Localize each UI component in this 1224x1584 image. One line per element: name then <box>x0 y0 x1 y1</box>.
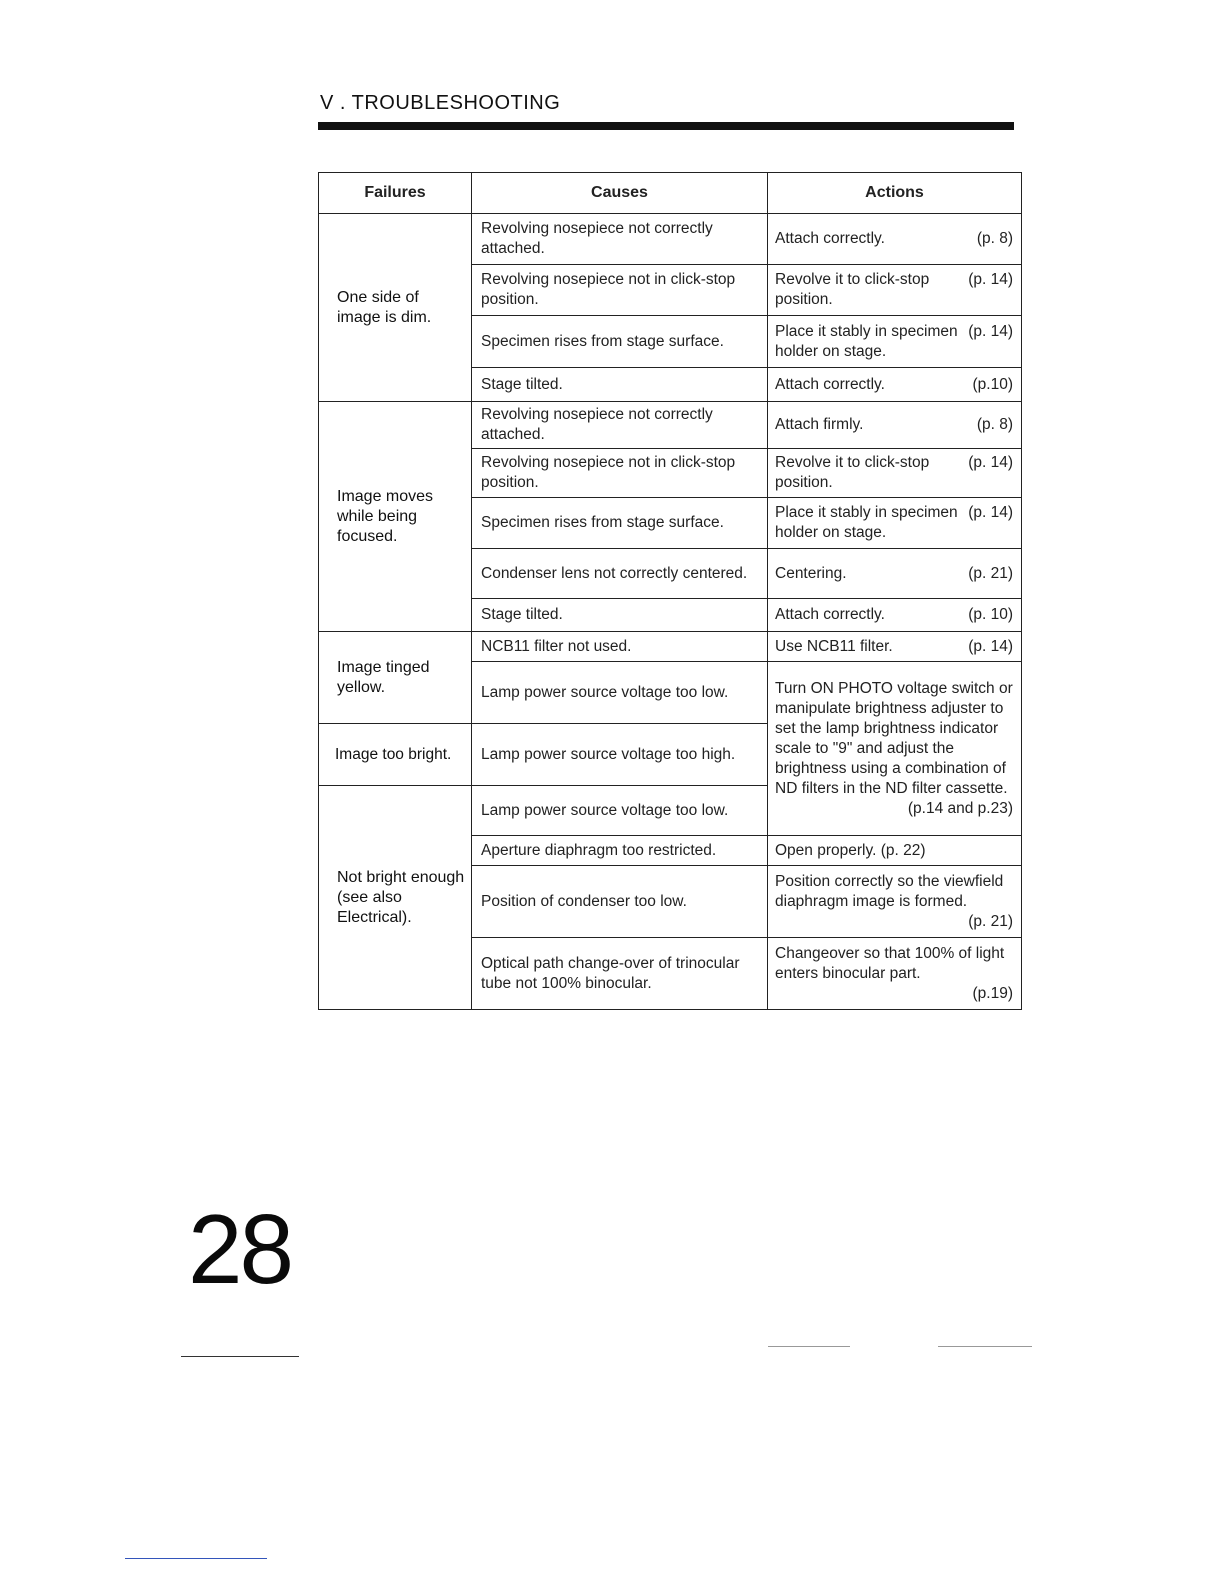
cause-cell: Revolving nosepiece not in click-stop position. <box>472 265 768 316</box>
page-ref: (p. 14) <box>968 637 1013 655</box>
page-ref: (p. 8) <box>976 230 1013 247</box>
action-cell <box>768 265 1022 316</box>
action-text: Attach correctly. <box>775 230 885 247</box>
page-ref: (p. 14) <box>968 454 1013 471</box>
action-text: Attach correctly. <box>775 375 885 393</box>
failure-cell: Image moves while being focused. <box>319 402 472 632</box>
shared-action-text: Turn ON PHOTO voltage switch or manipulate brightness adjuster to set the lamp brightness indicator scale to "9" and adjust the brightness using a combination of ND filters in the ND filter cassette. <box>775 679 1013 797</box>
cause-cell: Lamp power source voltage too low. <box>472 662 768 724</box>
failure-cell: One side of image is dim. <box>319 214 472 402</box>
footer-rule <box>181 1356 299 1357</box>
action-text: Attach correctly. <box>775 606 885 623</box>
table-row <box>319 214 1022 265</box>
action-text: Changeover so that 100% of light enters binocular part. <box>775 944 1005 982</box>
cause-cell: Revolving nosepiece not correctly attached. <box>472 402 768 449</box>
action-text: Revolve it to click-stop position. <box>775 271 930 308</box>
page-number: 28 <box>188 1194 292 1304</box>
table-row <box>319 402 1022 449</box>
action-cell <box>768 316 1022 368</box>
action-text: Place it stably in specimen holder on stage. <box>775 322 958 360</box>
cause-cell: Revolving nosepiece not correctly attached. <box>472 214 768 265</box>
cause-cell: Lamp power source voltage too low. <box>472 786 768 836</box>
action-cell <box>768 866 1022 938</box>
action-cell <box>768 549 1022 599</box>
action-cell <box>768 599 1022 632</box>
footer-blue-rule <box>125 1558 267 1559</box>
action-cell <box>768 368 1022 402</box>
table-row <box>319 632 1022 662</box>
cause-cell: Position of condenser too low. <box>472 866 768 938</box>
cause-cell: Optical path change-over of trinocular tube not 100% binocular. <box>472 938 768 1010</box>
cause-cell: Aperture diaphragm too restricted. <box>472 836 768 866</box>
page-ref: (p. 14) <box>968 322 1013 340</box>
cause-cell: Revolving nosepiece not in click-stop position. <box>472 449 768 498</box>
action-cell <box>768 836 1022 866</box>
action-text: Position correctly so the viewfield diaphragm image is formed. <box>775 872 1004 910</box>
action-text: Use NCB11 filter. <box>775 637 893 655</box>
action-text: Attach firmly. <box>775 416 864 433</box>
page-ref: (p. 8) <box>976 416 1013 433</box>
cause-cell: Condenser lens not correctly centered. <box>472 549 768 599</box>
header-actions: Actions <box>768 173 1022 214</box>
footer-rule <box>768 1346 850 1347</box>
cause-cell: Specimen rises from stage surface. <box>472 498 768 549</box>
cause-cell: Stage tilted. <box>472 368 768 402</box>
page-ref: (p. 22) <box>880 841 926 859</box>
action-text: Centering. <box>775 564 847 582</box>
page-ref: (p. 21) <box>968 564 1013 582</box>
action-text: Place it stably in specimen holder on stage. <box>775 504 958 541</box>
shared-action-cell <box>768 662 1022 836</box>
action-cell <box>768 402 1022 449</box>
page-ref: (p.10) <box>972 375 1013 393</box>
page-ref: (p. 14) <box>968 504 1013 521</box>
header-failures: Failures <box>319 173 472 214</box>
action-text: Revolve it to click-stop position. <box>775 454 930 491</box>
page-ref: (p. 14) <box>968 271 1013 288</box>
failure-cell: Image tinged yellow. <box>319 632 472 724</box>
cause-cell: Lamp power source voltage too high. <box>472 724 768 786</box>
page-ref: (p.19) <box>972 984 1013 1002</box>
cause-cell: Stage tilted. <box>472 599 768 632</box>
action-cell <box>768 938 1022 1010</box>
action-cell <box>768 449 1022 498</box>
action-cell <box>768 214 1022 265</box>
page-ref: (p. 10) <box>968 606 1013 623</box>
page-ref: (p. 21) <box>968 912 1013 930</box>
header-causes: Causes <box>472 173 768 214</box>
action-text: Open properly. <box>775 841 877 859</box>
troubleshooting-table <box>318 172 1022 1010</box>
cause-cell: Specimen rises from stage surface. <box>472 316 768 368</box>
header-row <box>319 173 1022 214</box>
page-ref: (p.14 and p.23) <box>907 799 1013 817</box>
section-title: V . TROUBLESHOOTING <box>320 92 561 114</box>
failure-cell: Image too bright. <box>319 724 472 786</box>
action-cell <box>768 498 1022 549</box>
action-cell <box>768 632 1022 662</box>
footer-rule <box>938 1346 1032 1347</box>
failure-cell: Not bright enough (see also Electrical). <box>319 786 472 1010</box>
title-rule <box>318 122 1014 130</box>
cause-cell: NCB11 filter not used. <box>472 632 768 662</box>
